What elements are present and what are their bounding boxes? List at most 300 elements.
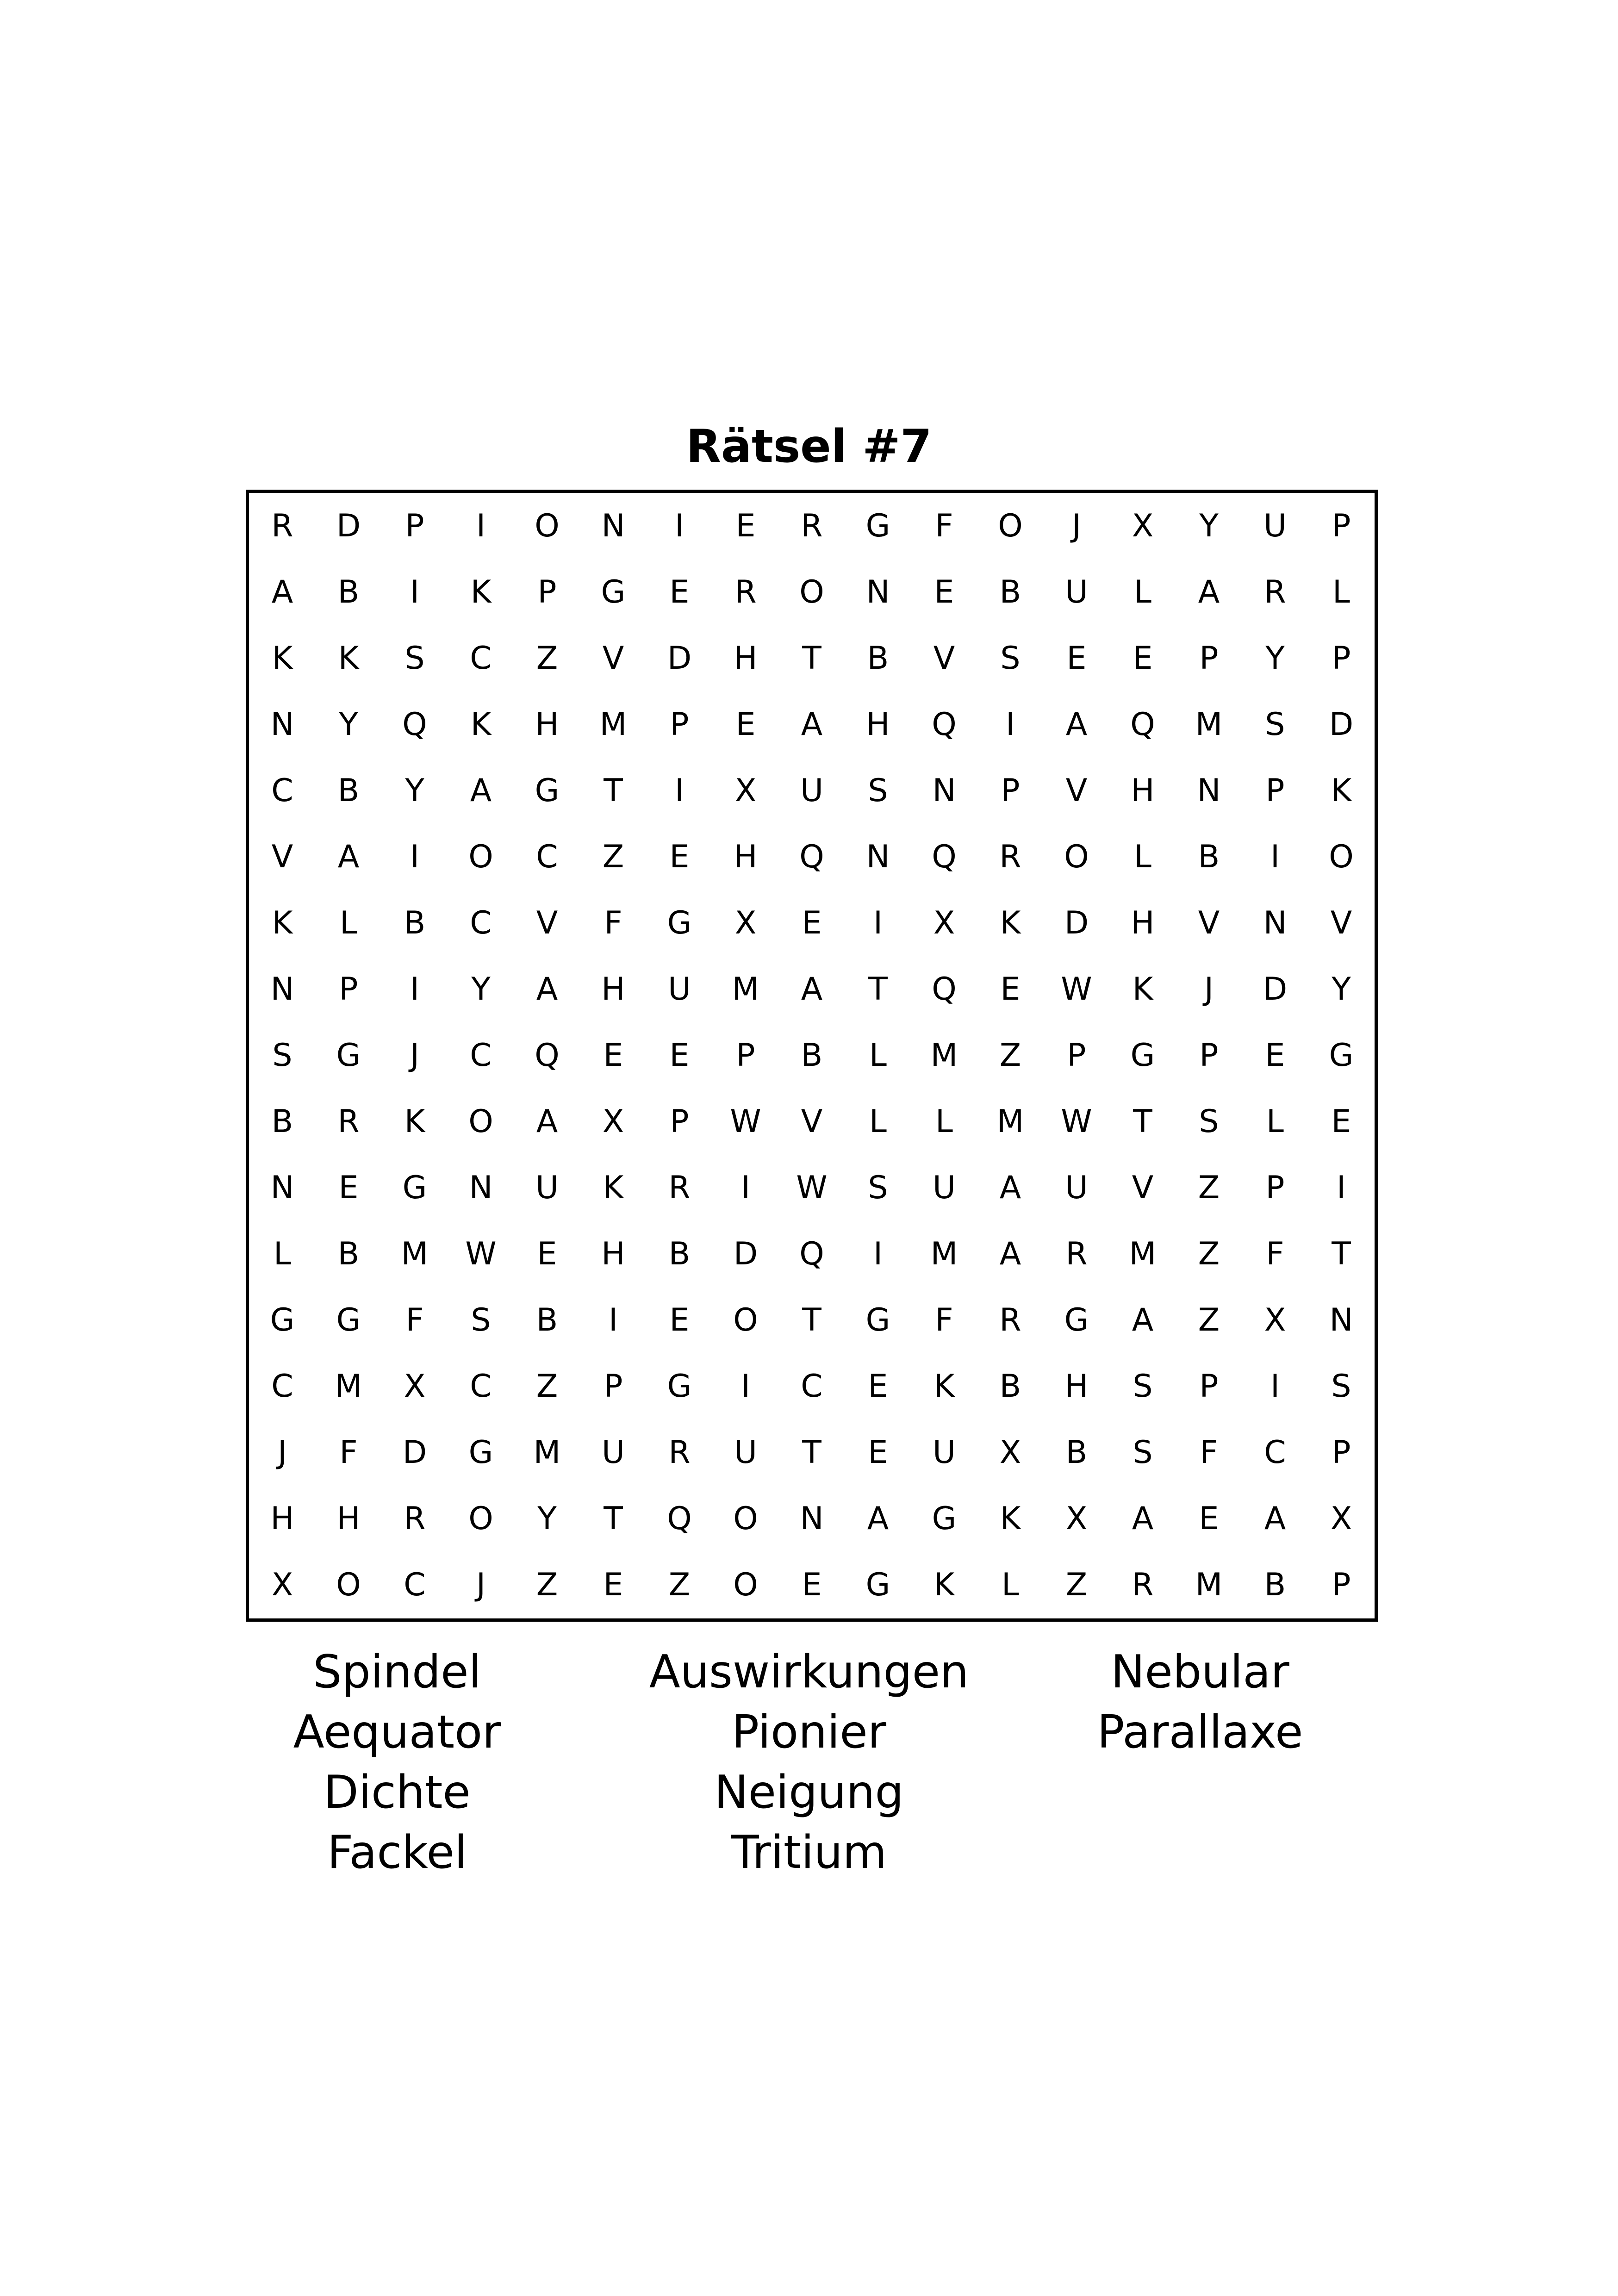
- grid-cell[interactable]: H: [270, 1500, 294, 1537]
- grid-cell[interactable]: G: [468, 1434, 493, 1471]
- grid-cell[interactable]: G: [667, 905, 692, 941]
- grid-cell[interactable]: B: [337, 1236, 360, 1272]
- grid-cell[interactable]: G: [336, 1037, 361, 1074]
- grid-cell[interactable]: K: [272, 905, 293, 941]
- grid-cell[interactable]: T: [868, 971, 888, 1008]
- grid-cell[interactable]: O: [336, 1567, 361, 1603]
- grid-cell[interactable]: H: [1131, 905, 1155, 941]
- grid-cell[interactable]: W: [730, 1103, 761, 1140]
- grid-cell[interactable]: G: [1329, 1037, 1354, 1074]
- grid-cell[interactable]: O: [998, 508, 1023, 544]
- grid-cell[interactable]: K: [1000, 1500, 1021, 1537]
- grid-cell[interactable]: A: [801, 706, 823, 743]
- grid-cell[interactable]: B: [867, 640, 889, 677]
- grid-cell[interactable]: T: [802, 640, 821, 677]
- grid-cell[interactable]: F: [1200, 1434, 1218, 1471]
- grid-cell[interactable]: E: [1000, 971, 1021, 1008]
- grid-cell[interactable]: Q: [932, 839, 957, 875]
- grid-cell[interactable]: A: [1132, 1500, 1154, 1537]
- grid-cell[interactable]: P: [405, 508, 424, 544]
- grid-cell[interactable]: Z: [1198, 1236, 1220, 1272]
- grid-cell[interactable]: Q: [667, 1500, 692, 1537]
- grid-cell[interactable]: N: [866, 839, 890, 875]
- grid-cell[interactable]: E: [1265, 1037, 1285, 1074]
- grid-cell[interactable]: I: [674, 772, 685, 809]
- grid-cell[interactable]: E: [669, 1037, 690, 1074]
- grid-cell[interactable]: G: [865, 1567, 890, 1603]
- grid-cell[interactable]: R: [1132, 1567, 1154, 1603]
- grid-cell[interactable]: S: [1199, 1103, 1219, 1140]
- grid-cell[interactable]: M: [1195, 706, 1223, 743]
- grid-cell[interactable]: Y: [471, 971, 491, 1008]
- grid-cell[interactable]: P: [1199, 640, 1219, 677]
- grid-cell[interactable]: H: [601, 971, 625, 1008]
- grid-cell[interactable]: Z: [536, 1368, 558, 1405]
- grid-cell[interactable]: R: [337, 1103, 360, 1140]
- grid-cell[interactable]: A: [271, 574, 293, 610]
- grid-cell[interactable]: M: [996, 1103, 1024, 1140]
- grid-cell[interactable]: E: [537, 1236, 557, 1272]
- grid-cell[interactable]: U: [1065, 1170, 1088, 1206]
- grid-cell[interactable]: A: [470, 772, 492, 809]
- grid-cell[interactable]: C: [470, 640, 492, 677]
- grid-cell[interactable]: E: [735, 706, 756, 743]
- grid-cell[interactable]: K: [272, 640, 293, 677]
- grid-cell[interactable]: A: [999, 1170, 1021, 1206]
- grid-cell[interactable]: U: [734, 1434, 757, 1471]
- grid-cell[interactable]: Z: [1065, 1567, 1088, 1603]
- grid-cell[interactable]: U: [1065, 574, 1088, 610]
- grid-cell[interactable]: B: [337, 574, 360, 610]
- grid-cell[interactable]: F: [935, 508, 953, 544]
- grid-cell[interactable]: O: [1329, 839, 1354, 875]
- grid-cell[interactable]: P: [670, 1103, 689, 1140]
- grid-cell[interactable]: E: [603, 1567, 623, 1603]
- grid-cell[interactable]: X: [271, 1567, 293, 1603]
- grid-cell[interactable]: X: [602, 1103, 624, 1140]
- grid-cell[interactable]: V: [1132, 1170, 1154, 1206]
- grid-cell[interactable]: P: [1265, 772, 1285, 809]
- grid-cell[interactable]: R: [1065, 1236, 1088, 1272]
- grid-cell[interactable]: P: [537, 574, 557, 610]
- grid-cell[interactable]: E: [735, 508, 756, 544]
- grid-cell[interactable]: G: [1064, 1302, 1089, 1338]
- grid-cell[interactable]: Y: [1265, 640, 1285, 677]
- grid-cell[interactable]: B: [271, 1103, 293, 1140]
- grid-cell[interactable]: X: [734, 905, 757, 941]
- grid-cell[interactable]: V: [1065, 772, 1088, 809]
- grid-cell[interactable]: O: [733, 1567, 758, 1603]
- grid-cell[interactable]: O: [733, 1302, 758, 1338]
- grid-cell[interactable]: T: [1332, 1236, 1351, 1272]
- grid-cell[interactable]: B: [801, 1037, 823, 1074]
- grid-cell[interactable]: G: [402, 1170, 427, 1206]
- grid-cell[interactable]: E: [1331, 1103, 1351, 1140]
- word-list: [0, 1642, 1618, 1901]
- grid-cell[interactable]: Z: [1198, 1302, 1220, 1338]
- grid-cell[interactable]: J: [277, 1434, 287, 1471]
- grid-cell[interactable]: A: [801, 971, 823, 1008]
- grid-cell[interactable]: L: [1332, 574, 1350, 610]
- word-item: Aequator: [293, 1706, 501, 1759]
- grid-cell[interactable]: N: [270, 706, 294, 743]
- grid-cell[interactable]: P: [1199, 1368, 1219, 1405]
- grid-cell[interactable]: C: [470, 1368, 492, 1405]
- grid-cell[interactable]: Y: [339, 706, 358, 743]
- grid-cell[interactable]: G: [1130, 1037, 1155, 1074]
- grid-cell[interactable]: C: [1264, 1434, 1286, 1471]
- grid-cell[interactable]: Z: [536, 640, 558, 677]
- word-item: Neigung: [714, 1766, 904, 1819]
- grid-cell[interactable]: K: [933, 1368, 955, 1405]
- grid-cell[interactable]: U: [800, 772, 823, 809]
- grid-cell[interactable]: S: [868, 1170, 888, 1206]
- grid-cell[interactable]: P: [1332, 640, 1351, 677]
- grid-cell[interactable]: E: [338, 1170, 359, 1206]
- grid-cell[interactable]: A: [536, 1103, 558, 1140]
- grid-cell[interactable]: Y: [405, 772, 424, 809]
- grid-cell[interactable]: P: [736, 1037, 755, 1074]
- word-column: [1015, 1642, 1385, 1762]
- grid-cell[interactable]: D: [402, 1434, 427, 1471]
- grid-cell[interactable]: A: [1065, 706, 1088, 743]
- grid-cell[interactable]: L: [1134, 839, 1151, 875]
- grid-cell[interactable]: B: [337, 772, 360, 809]
- grid-cell[interactable]: M: [732, 971, 759, 1008]
- grid-cell[interactable]: E: [603, 1037, 623, 1074]
- grid-cell[interactable]: N: [932, 772, 956, 809]
- grid-cell[interactable]: L: [935, 1103, 953, 1140]
- grid-cell[interactable]: E: [934, 574, 954, 610]
- grid-cell[interactable]: G: [865, 1302, 890, 1338]
- grid-cell[interactable]: M: [533, 1434, 561, 1471]
- grid-cell[interactable]: R: [668, 1434, 691, 1471]
- grid-cell[interactable]: S: [272, 1037, 292, 1074]
- grid-cell[interactable]: P: [604, 1368, 623, 1405]
- grid-cell[interactable]: U: [933, 1170, 956, 1206]
- grid-cell[interactable]: N: [601, 508, 625, 544]
- grid-cell[interactable]: E: [1066, 640, 1087, 677]
- word-item: Pionier: [731, 1706, 887, 1759]
- grid-cell[interactable]: P: [1001, 772, 1020, 809]
- grid-cell[interactable]: F: [604, 905, 622, 941]
- grid-cell[interactable]: V: [933, 640, 955, 677]
- grid-cell[interactable]: B: [536, 1302, 558, 1338]
- grid-cell[interactable]: P: [1199, 1037, 1219, 1074]
- grid-cell[interactable]: I: [741, 1368, 751, 1405]
- grid-cell[interactable]: A: [536, 971, 558, 1008]
- grid-cell[interactable]: H: [336, 1500, 361, 1537]
- grid-cell[interactable]: E: [669, 839, 690, 875]
- grid-cell[interactable]: P: [1332, 508, 1351, 544]
- grid-cell[interactable]: H: [535, 706, 559, 743]
- grid-cell[interactable]: D: [1064, 905, 1089, 941]
- grid-cell[interactable]: G: [601, 574, 626, 610]
- grid-cell[interactable]: F: [1266, 1236, 1284, 1272]
- grid-cell[interactable]: H: [601, 1236, 625, 1272]
- grid-cell[interactable]: P: [1067, 1037, 1086, 1074]
- grid-cell[interactable]: K: [404, 1103, 425, 1140]
- grid-cell[interactable]: D: [1329, 706, 1354, 743]
- grid-cell[interactable]: D: [1263, 971, 1288, 1008]
- grid-cell[interactable]: C: [404, 1567, 426, 1603]
- grid-cell[interactable]: X: [1330, 1500, 1352, 1537]
- grid-cell[interactable]: A: [867, 1500, 889, 1537]
- grid-cell[interactable]: Z: [999, 1037, 1021, 1074]
- grid-cell[interactable]: P: [1332, 1567, 1351, 1603]
- grid-cell[interactable]: Z: [536, 1567, 558, 1603]
- grid-cell[interactable]: T: [802, 1434, 821, 1471]
- grid-cell[interactable]: H: [734, 839, 758, 875]
- grid-cell[interactable]: C: [271, 772, 293, 809]
- grid-cell[interactable]: I: [674, 508, 685, 544]
- grid-cell[interactable]: Q: [402, 706, 427, 743]
- grid-cell[interactable]: T: [604, 1500, 623, 1537]
- grid-cell[interactable]: A: [1198, 574, 1220, 610]
- grid-cell[interactable]: L: [1002, 1567, 1019, 1603]
- grid-cell[interactable]: U: [602, 1434, 625, 1471]
- grid-cell[interactable]: M: [335, 1368, 362, 1405]
- grid-cell[interactable]: W: [1061, 1103, 1092, 1140]
- grid-cell[interactable]: V: [1330, 905, 1352, 941]
- grid-cell[interactable]: M: [1195, 1567, 1223, 1603]
- grid-cell[interactable]: Y: [537, 1500, 557, 1537]
- grid-cell[interactable]: Y: [1332, 971, 1351, 1008]
- grid-cell[interactable]: I: [1336, 1170, 1346, 1206]
- puzzle-title: Rätsel #7: [686, 420, 932, 473]
- grid-cell[interactable]: R: [404, 1500, 426, 1537]
- grid-cell[interactable]: Q: [799, 839, 824, 875]
- grid-cell[interactable]: D: [667, 640, 692, 677]
- grid-cell[interactable]: I: [1270, 1368, 1280, 1405]
- grid-cell[interactable]: R: [801, 508, 823, 544]
- grid-cell[interactable]: K: [470, 706, 492, 743]
- grid-cell[interactable]: J: [410, 1037, 420, 1074]
- grid-cell[interactable]: V: [271, 839, 293, 875]
- grid-cell[interactable]: J: [476, 1567, 486, 1603]
- grid-cell[interactable]: D: [336, 508, 361, 544]
- grid-cell[interactable]: C: [536, 839, 558, 875]
- grid-cell[interactable]: E: [868, 1368, 888, 1405]
- grid-cell[interactable]: I: [1005, 706, 1015, 743]
- grid-cell[interactable]: O: [468, 839, 493, 875]
- grid-cell[interactable]: U: [535, 1170, 559, 1206]
- grid-cell[interactable]: K: [1132, 971, 1153, 1008]
- grid-cell[interactable]: R: [271, 508, 293, 544]
- grid-cell[interactable]: L: [1134, 574, 1151, 610]
- grid-cell[interactable]: E: [802, 1567, 822, 1603]
- grid-cell[interactable]: O: [468, 1500, 493, 1537]
- grid-cell[interactable]: S: [1265, 706, 1285, 743]
- grid-cell[interactable]: O: [535, 508, 560, 544]
- grid-cell[interactable]: M: [930, 1236, 958, 1272]
- grid-cell[interactable]: F: [405, 1302, 424, 1338]
- grid-cell[interactable]: C: [470, 905, 492, 941]
- grid-cell[interactable]: E: [802, 905, 822, 941]
- grid-cell[interactable]: E: [669, 574, 690, 610]
- grid-cell[interactable]: V: [801, 1103, 823, 1140]
- grid-cell[interactable]: Y: [1199, 508, 1219, 544]
- grid-cell[interactable]: B: [404, 905, 426, 941]
- grid-cell[interactable]: N: [469, 1170, 493, 1206]
- grid-cell[interactable]: B: [1198, 839, 1220, 875]
- grid-cell[interactable]: R: [668, 1170, 691, 1206]
- grid-cell[interactable]: T: [604, 772, 623, 809]
- grid-cell[interactable]: X: [1065, 1500, 1088, 1537]
- grid-cell[interactable]: G: [932, 1500, 957, 1537]
- grid-cell[interactable]: Q: [535, 1037, 560, 1074]
- grid-cell[interactable]: X: [1264, 1302, 1286, 1338]
- grid-cell[interactable]: I: [410, 839, 420, 875]
- grid-cell[interactable]: I: [873, 905, 883, 941]
- grid-cell[interactable]: S: [1000, 640, 1021, 677]
- grid-cell[interactable]: K: [1000, 905, 1021, 941]
- grid-cell[interactable]: J: [1204, 971, 1214, 1008]
- grid-cell[interactable]: S: [471, 1302, 491, 1338]
- grid-cell[interactable]: I: [741, 1170, 751, 1206]
- grid-cell[interactable]: M: [401, 1236, 429, 1272]
- grid-cell[interactable]: M: [1129, 1236, 1157, 1272]
- grid-cell[interactable]: U: [1263, 508, 1287, 544]
- grid-cell[interactable]: A: [999, 1236, 1021, 1272]
- grid-cell[interactable]: L: [869, 1037, 887, 1074]
- grid-cell[interactable]: U: [668, 971, 691, 1008]
- grid-cell[interactable]: R: [999, 1302, 1021, 1338]
- grid-cell[interactable]: Z: [668, 1567, 691, 1603]
- grid-cell[interactable]: I: [873, 1236, 883, 1272]
- grid-cell[interactable]: G: [667, 1368, 692, 1405]
- grid-cell[interactable]: P: [339, 971, 358, 1008]
- grid-cell[interactable]: O: [799, 574, 824, 610]
- grid-cell[interactable]: G: [270, 1302, 295, 1338]
- grid-cell[interactable]: M: [930, 1037, 958, 1074]
- grid-cell[interactable]: P: [1332, 1434, 1351, 1471]
- grid-cell[interactable]: V: [536, 905, 558, 941]
- grid-cell[interactable]: X: [734, 772, 757, 809]
- grid-cell[interactable]: N: [270, 971, 294, 1008]
- grid-cell[interactable]: B: [668, 1236, 691, 1272]
- word-column: [212, 1642, 582, 1883]
- grid-cell[interactable]: S: [1133, 1434, 1153, 1471]
- grid-cell[interactable]: Q: [932, 706, 957, 743]
- grid-cell[interactable]: S: [1331, 1368, 1351, 1405]
- grid-cell[interactable]: I: [608, 1302, 618, 1338]
- grid-cell[interactable]: K: [1331, 772, 1352, 809]
- grid-cell[interactable]: W: [796, 1170, 828, 1206]
- letter-grid[interactable]: [246, 490, 1378, 1622]
- grid-cell[interactable]: H: [734, 640, 758, 677]
- grid-cell[interactable]: F: [935, 1302, 953, 1338]
- grid-cell[interactable]: A: [1132, 1302, 1154, 1338]
- grid-cell[interactable]: S: [1133, 1368, 1153, 1405]
- grid-cell[interactable]: G: [535, 772, 560, 809]
- word-item: Nebular: [1111, 1646, 1289, 1699]
- grid-cell[interactable]: H: [1064, 1368, 1089, 1405]
- grid-cell[interactable]: C: [271, 1368, 293, 1405]
- grid-cell[interactable]: K: [470, 574, 492, 610]
- grid-cell[interactable]: C: [470, 1037, 492, 1074]
- grid-cell[interactable]: P: [670, 706, 689, 743]
- grid-cell[interactable]: D: [733, 1236, 758, 1272]
- grid-cell[interactable]: I: [410, 574, 420, 610]
- grid-cell[interactable]: R: [1264, 574, 1286, 610]
- grid-cell[interactable]: E: [669, 1302, 690, 1338]
- grid-cell[interactable]: R: [999, 839, 1021, 875]
- word-item: Dichte: [324, 1766, 471, 1819]
- grid-cell[interactable]: W: [1061, 971, 1092, 1008]
- grid-cell[interactable]: X: [404, 1368, 426, 1405]
- grid-cell[interactable]: N: [866, 574, 890, 610]
- grid-cell[interactable]: K: [933, 1567, 955, 1603]
- grid-cell[interactable]: T: [1133, 1103, 1152, 1140]
- grid-cell[interactable]: X: [1132, 508, 1154, 544]
- grid-cell[interactable]: Q: [932, 971, 957, 1008]
- grid-cell[interactable]: Z: [1198, 1170, 1220, 1206]
- grid-cell[interactable]: S: [868, 772, 888, 809]
- grid-cell[interactable]: E: [1199, 1500, 1219, 1537]
- grid-cell[interactable]: M: [599, 706, 627, 743]
- grid-cell[interactable]: L: [274, 1236, 291, 1272]
- grid-cell[interactable]: Z: [602, 839, 624, 875]
- grid-cell[interactable]: B: [999, 574, 1021, 610]
- grid-cell[interactable]: N: [1329, 1302, 1353, 1338]
- grid-cell[interactable]: X: [999, 1434, 1021, 1471]
- grid-cell[interactable]: K: [603, 1170, 624, 1206]
- grid-cell[interactable]: B: [1065, 1434, 1088, 1471]
- grid-cell[interactable]: N: [800, 1500, 824, 1537]
- grid-cell[interactable]: T: [802, 1302, 821, 1338]
- grid-cell[interactable]: B: [1264, 1567, 1286, 1603]
- grid-cell[interactable]: N: [1263, 905, 1287, 941]
- grid-cell[interactable]: Q: [799, 1236, 824, 1272]
- grid-cell[interactable]: G: [336, 1302, 361, 1338]
- word-item: Fackel: [327, 1826, 467, 1879]
- grid-cell[interactable]: I: [1270, 839, 1280, 875]
- grid-cell[interactable]: H: [866, 706, 890, 743]
- grid-cell[interactable]: I: [410, 971, 420, 1008]
- grid-cell[interactable]: L: [340, 905, 357, 941]
- grid-cell[interactable]: E: [1133, 640, 1153, 677]
- grid-cell[interactable]: P: [1265, 1170, 1285, 1206]
- grid-cell[interactable]: F: [339, 1434, 358, 1471]
- grid-cell[interactable]: B: [999, 1368, 1021, 1405]
- grid-cell[interactable]: W: [465, 1236, 497, 1272]
- grid-cell[interactable]: I: [476, 508, 486, 544]
- grid-cell[interactable]: S: [404, 640, 425, 677]
- grid-cell[interactable]: A: [337, 839, 360, 875]
- grid-cell[interactable]: L: [869, 1103, 887, 1140]
- grid-cell[interactable]: O: [733, 1500, 758, 1537]
- grid-cell[interactable]: L: [1266, 1103, 1284, 1140]
- grid-cell[interactable]: K: [338, 640, 359, 677]
- grid-cell[interactable]: Q: [1130, 706, 1155, 743]
- grid-cell[interactable]: U: [933, 1434, 956, 1471]
- grid-cell[interactable]: C: [801, 1368, 823, 1405]
- grid-cell[interactable]: X: [933, 905, 955, 941]
- grid-cell[interactable]: V: [1198, 905, 1220, 941]
- grid-cell[interactable]: O: [1064, 839, 1089, 875]
- grid-cell[interactable]: R: [734, 574, 757, 610]
- grid-cell[interactable]: A: [1264, 1500, 1286, 1537]
- grid-cell[interactable]: N: [1197, 772, 1221, 809]
- grid-cell[interactable]: J: [1071, 508, 1082, 544]
- grid-cell[interactable]: O: [468, 1103, 493, 1140]
- grid-cell[interactable]: E: [868, 1434, 888, 1471]
- grid-cell[interactable]: N: [270, 1170, 294, 1206]
- grid-cell[interactable]: G: [865, 508, 890, 544]
- grid-cell[interactable]: V: [602, 640, 624, 677]
- grid-cell[interactable]: H: [1131, 772, 1155, 809]
